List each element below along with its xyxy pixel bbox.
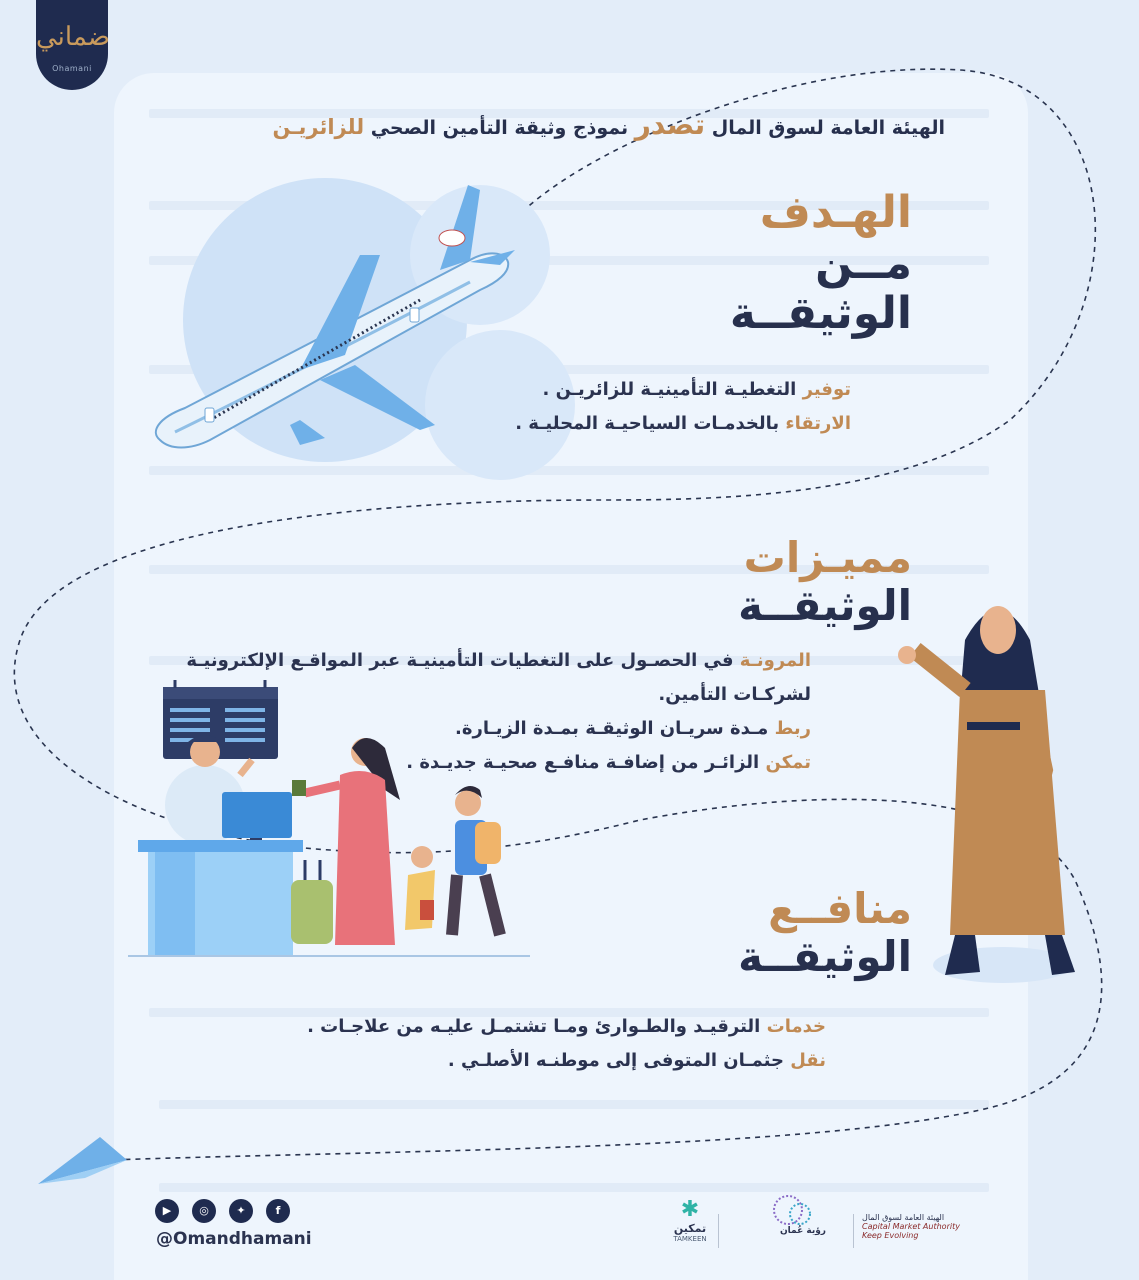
section3-list [307, 1010, 826, 1078]
section2-heading [738, 534, 912, 631]
section2-item: ربط مـدة سريـان الوثيقـة بمـدة الزيـارة. [455, 718, 811, 739]
section2-list [186, 644, 811, 780]
instagram-icon[interactable]: ◎ [192, 1199, 216, 1223]
section3-heading [738, 885, 912, 982]
footer-divider [853, 1214, 854, 1248]
section1-line1: الهـدف [759, 187, 912, 238]
section3-line2: الوثيقــة [738, 932, 912, 982]
logo-script: ضماني [36, 22, 110, 52]
oman-vision-logo: رؤية عُمان [758, 1192, 848, 1236]
title-part1: الهيئة العامة لسوق المال [705, 117, 945, 139]
section3-line1: منافــع [768, 884, 912, 933]
title-highlight: تصدر [634, 108, 706, 141]
section1-item: توفير التغطيـة التأمينيـة للزائريـن . [542, 379, 851, 400]
section2-item: المرونـة في الحصـول على التغطيات التأمينيـة عبر المواقـع الإلكترونيـة [186, 650, 811, 671]
woman-in-abaya-figure [898, 606, 1075, 983]
section3-item: نقل جثمـان المتوفى إلى موطنـه الأصلـي . [447, 1050, 826, 1071]
section2-item: لشركـات التأمين. [658, 684, 811, 705]
social-links [155, 1199, 303, 1223]
section3-item: خدمات الترقيـد والطـوارئ ومـا تشتمـل عليـه من علاجـات . [307, 1016, 826, 1037]
page-title [205, 108, 945, 141]
logo-word: Ohamani [52, 64, 92, 73]
cma-logo: الهيئة العامة لسوق المال Capital Market Authority Keep Evolving [862, 1213, 960, 1240]
section2-item: تمكن الزائـر من إضافـة منافـع صحيـة جديـدة . [406, 752, 811, 773]
paper-plane-icon [38, 1137, 127, 1184]
section1-line2: مــن [815, 237, 912, 289]
youtube-icon[interactable]: ▶ [155, 1199, 179, 1223]
section1-list [515, 373, 851, 441]
section2-line2: الوثيقــة [738, 581, 912, 631]
section1-heading [730, 188, 912, 340]
title-tail: للزائريـن [272, 115, 365, 139]
title-part2: نموذج وثيقة التأمين الصحي [364, 117, 635, 139]
facebook-icon[interactable]: f [266, 1199, 290, 1223]
section2-line1: مميـزات [743, 533, 912, 582]
dashed-flight-path [14, 69, 1101, 1160]
tamkeen-logo: ✱ تمكين TAMKEEN [673, 1197, 707, 1243]
social-handle[interactable]: @Omandhamani [156, 1229, 312, 1249]
footer-divider [718, 1214, 719, 1248]
section1-line3: الوثيقــة [729, 288, 912, 340]
twitter-icon[interactable]: ✦ [229, 1199, 253, 1223]
section1-item: الارتقاء بالخدمـات السياحيـة المحليـة . [515, 413, 851, 434]
